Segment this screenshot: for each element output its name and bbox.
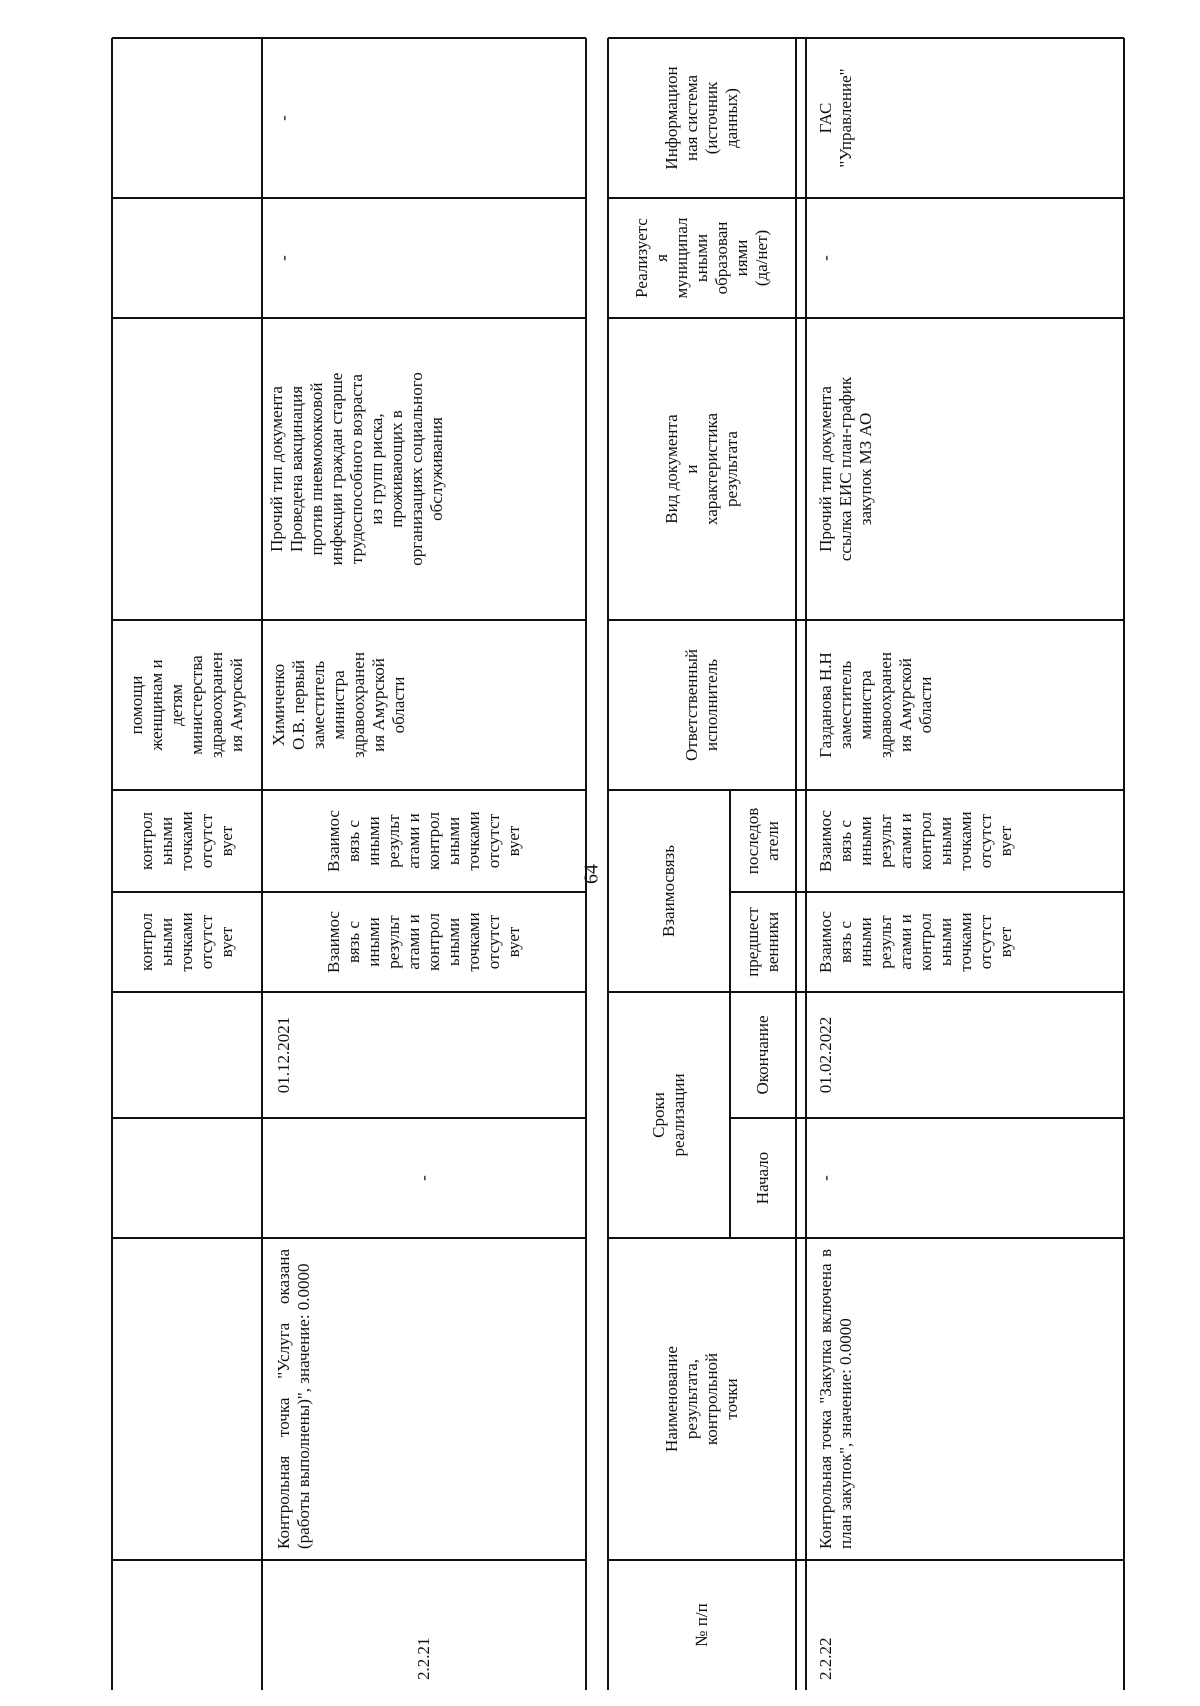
row-2-2-22-executor-cell [806,620,1124,790]
row-predecessors: Взаимос вязь с иными результ атами и контрол ьными точками отсутст вует [816,911,1015,973]
header-name-cell [608,1238,796,1560]
row-2-2-22-num-cell [806,1560,1124,1690]
carry-executor-cell [112,620,262,790]
row-2-2-21-end-cell [262,992,586,1118]
row-doc: Прочий тип документа ссылка ЕИС план-график закупок МЗ АО [816,376,875,562]
carry-predecessors: контрол ьными точками отсутст вует [137,912,236,972]
header-doc-cell [608,318,796,620]
header-start: Начало [753,1151,772,1205]
row-successors: Взаимос вязь с иными результ атами и контрол ьными точками отсутст вует [816,810,1015,872]
row-2-2-21-doc-cell [262,318,586,620]
row-number: 2.2.22 [816,1637,835,1680]
row-2-2-21-info-cell [262,38,586,198]
header-terms: Сроки реализации [649,1073,688,1157]
page-number-cell [578,860,606,888]
row-start: - [816,1175,835,1181]
row-successors: Взаимос вязь с иными результ атами и контрол ьными точками отсутст вует [324,810,523,872]
header-num-cell [608,1560,796,1690]
header-num: № п/п [692,1603,711,1647]
row-predecessors: Взаимос вязь с иными результ атами и контрол ьными точками отсутст вует [324,911,523,973]
header-executor-cell [608,620,796,790]
header-info-cell [608,38,796,198]
header-start-cell [730,1118,796,1238]
row-2-2-21-successors-cell [262,790,586,892]
header-doc: Вид документа и характеристика результата [662,412,741,526]
header-executor: Ответственный исполнитель [682,649,721,761]
row-2-2-21-municipal-cell [262,198,586,318]
row-executor: Газданова Н.Н заместитель министра здравоохранен ия Амурской области [816,652,935,758]
header-end: Окончание [753,1015,772,1095]
header-relation: Взаимосвязь [659,844,678,938]
header-municipal-cell [608,198,796,318]
carry-successors-cell [112,790,262,892]
row-2-2-21-name-cell [262,1238,586,1560]
row-end: 01.02.2022 [816,1016,835,1094]
row-executor: Химиченко О.В. первый заместитель министра здравоохранен ия Амурской области [269,652,408,758]
row-info-system: - [274,115,293,121]
row-start: - [414,1175,433,1181]
header-terms-cell [608,992,730,1238]
row-2-2-21-predecessors-cell [262,892,586,992]
row-name: Контрольная точка "Закупка включена в план закупок", значение: 0.0000 [816,1249,855,1549]
carry-predecessors-cell [112,892,262,992]
row-info-system: ГАС "Управление" [816,68,855,168]
row-end: 01.12.2021 [274,1016,293,1094]
row-2-2-22-predecessors-cell [806,892,1124,992]
row-2-2-22-start-cell [806,1118,1124,1238]
row-2-2-21-num-cell [262,1560,586,1690]
header-municipal: Реализуетс я муниципал ьными образован иями (да/нет) [632,217,771,299]
header-successors-cell [730,790,796,892]
row-municipal: - [816,255,835,261]
row-doc: Прочий тип документа Проведена вакцинация против пневмококковой инфекции граждан старше трудоспособного возраста из групп риска, проживающих в организациях социального обслуживания [267,372,446,566]
header-end-cell [730,992,796,1118]
header-predecessors-cell [730,892,796,992]
carry-executor: помощи женщинам и детям министерства здравоохранен ия Амурской [127,652,246,758]
header-relation-cell [608,790,730,992]
header-predecessors: предшест венники [743,907,782,977]
header-name: Наименование результата, контрольной точки [662,1346,741,1452]
row-name: Контрольная точка "Услуга оказана (работы выполнены)", значение: 0.0000 [274,1249,313,1549]
page-number: 64 [580,864,603,884]
row-2-2-22-successors-cell [806,790,1124,892]
row-2-2-21-executor-cell [262,620,586,790]
row-2-2-22-municipal-cell [806,198,1124,318]
row-2-2-22-info-cell [806,38,1124,198]
row-2-2-22-name-cell [806,1238,1124,1560]
carry-successors: контрол ьными точками отсутст вует [137,811,236,871]
row-number: 2.2.21 [414,1637,433,1680]
header-info-system: Информацион ная система (источник данных) [662,66,741,170]
row-2-2-21-start-cell [262,1118,586,1238]
header-successors: последов атели [743,807,782,875]
row-2-2-22-doc-cell [806,318,1124,620]
row-2-2-22-end-cell [806,992,1124,1118]
row-municipal: - [274,255,293,261]
